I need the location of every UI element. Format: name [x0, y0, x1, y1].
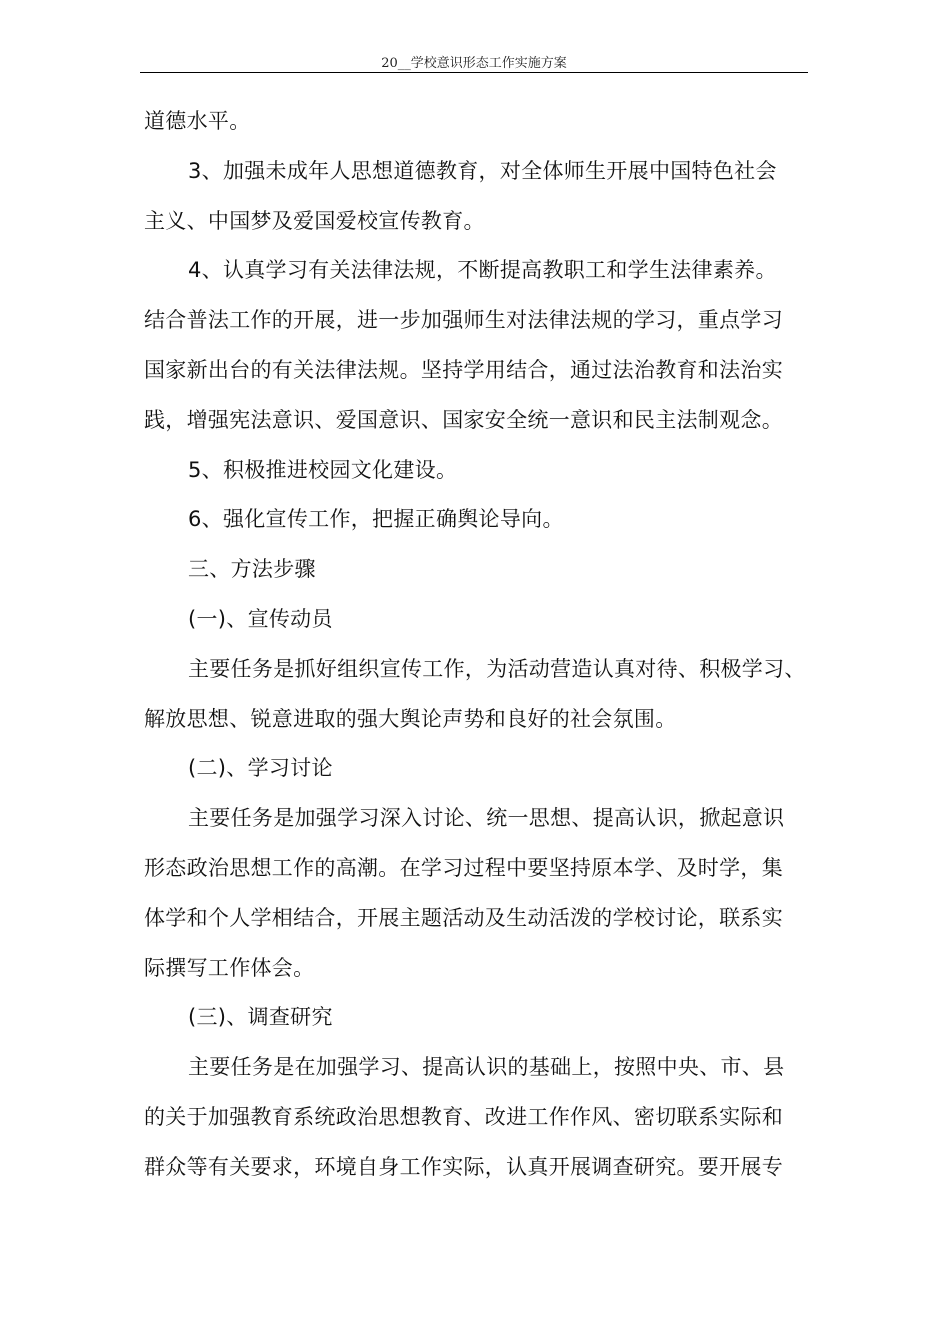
text-line: 主要任务是抓好组织宣传工作，为活动营造认真对待、积极学习、	[188, 656, 806, 681]
text-line: 4、认真学习有关法律法规，不断提高教职工和学生法律素养。	[188, 258, 777, 283]
text-line: 的关于加强教育系统政治思想教育、改进工作作风、密切联系实际和	[144, 1104, 783, 1129]
text-line: 6、强化宣传工作，把握正确舆论导向。	[188, 507, 564, 532]
text-line: 主要任务是在加强学习、提高认识的基础上，按照中央、市、县	[188, 1055, 785, 1080]
text-line: 践，增强宪法意识、爱国意识、国家安全统一意识和民主法制观念。	[144, 407, 783, 432]
text-line: 3、加强未成年人思想道德教育，对全体师生开展中国特色社会	[188, 158, 777, 183]
text-line: 主义、中国梦及爱国爱校宣传教育。	[144, 208, 485, 233]
section-heading: 三、方法步骤	[188, 557, 316, 582]
text-line: 形态政治思想工作的高潮。在学习过程中要坚持原本学、及时学，集	[144, 855, 783, 880]
text-line: 群众等有关要求，环境自身工作实际，认真开展调查研究。要开展专	[144, 1154, 783, 1179]
text-line: 道德水平。	[144, 109, 251, 133]
document-body	[144, 97, 816, 1193]
text-line: 体学和个人学相结合，开展主题活动及生动活泼的学校讨论，联系实	[144, 905, 783, 930]
text-line: 际撰写工作体会。	[144, 955, 315, 980]
text-line: 国家新出台的有关法律法规。坚持学用结合，通过法治教育和法治实	[144, 357, 783, 382]
page-header-title: 20__学校意识形态工作实施方案	[381, 56, 567, 71]
subsection-heading: (三)、调查研究	[188, 1005, 333, 1030]
text-line: 5、积极推进校园文化建设。	[188, 457, 458, 482]
text-line: 主要任务是加强学习深入讨论、统一思想、提高认识，掀起意识	[188, 806, 785, 831]
header-divider	[140, 72, 808, 73]
text-line: 结合普法工作的开展，进一步加强师生对法律法规的学习，重点学习	[144, 308, 783, 333]
text-line: 解放思想、锐意进取的强大舆论声势和良好的社会氛围。	[144, 706, 677, 731]
subsection-heading: (二)、学习讨论	[188, 756, 333, 781]
subsection-heading: (一)、宣传动员	[188, 606, 333, 631]
